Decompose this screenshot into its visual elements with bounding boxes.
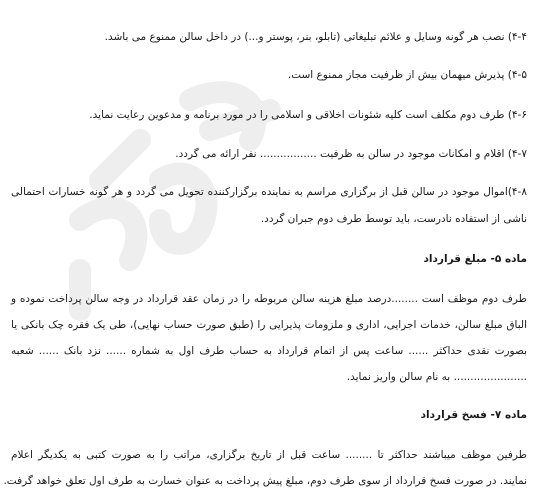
article-7-heading: ماده ۷- فسخ قرارداد [420, 409, 527, 421]
article-5-line-4: ...................... به نام سالن واریز نماید. [346, 371, 527, 383]
clause-4-8-line-1: ۴-۸)اموال موجود در سالن قبل از برگزاری مراسم به نماینده برگزارکننده تحویل می گردد و هر گونه خسارات احتمالی [11, 186, 527, 198]
article-7-line-2: نمایند. در صورت فسخ قرارداد از سوی طرف دوم، مبلغ پیش پرداخت به عنوان خسارت به طرف اول تعلق خواهد گرفت. [3, 475, 527, 487]
clause-4-5: ۴-۵) پذیرش میهمان بیش از ظرفیت مجاز ممنوع است. [287, 69, 527, 81]
article-5-heading: ماده ۵- مبلغ قرارداد [423, 253, 527, 265]
clause-4-4: ۴-۴) نصب هر گونه وسایل و علائم تبلیغاتی (تابلو، بنر، پوستر و...) در داخل سالن ممنوع می باشد. [104, 31, 527, 43]
article-5-line-2: الباق مبلغ سالن، خدمات اجرایی، اداری و ملزومات پذیرایی را (طبق صورت حساب نهایی)، طی یک فقره چک بانکی یا [11, 319, 527, 331]
clause-4-7: ۴-۷) اقلام و امکانات موجود در سالن به ظرفیت ................. نفر ارائه می گردد. [175, 148, 527, 160]
clause-4-8-line-2: ناشی از استفاده نادرست، باید توسط طرف دوم جبران گردد. [260, 213, 527, 225]
article-5-line-1: طرف دوم موظف است ........درصد مبلغ هزینه سالن مربوطه را در زمان عقد قرارداد در وجه سالن پرداخت نموده و [11, 293, 527, 305]
clause-4-6: ۴-۶) طرف دوم مکلف است کلیه شئونات اخلاقی و اسلامی را در مورد برنامه و مدعوین رعایت نماید. [89, 109, 527, 121]
article-7-line-1: طرفین موظف میباشند حداکثر تا ........ ساعت قبل از تاریخ برگزاری، مراتب را به صورت کتبی به یکدیگر اعلام [11, 449, 527, 461]
article-5-line-3: بصورت نقدی حداکثر ...... ساعت پس از اتمام قرارداد به حساب طرف اول به شماره ...... نزد بانک ...... شعبه [11, 345, 527, 357]
